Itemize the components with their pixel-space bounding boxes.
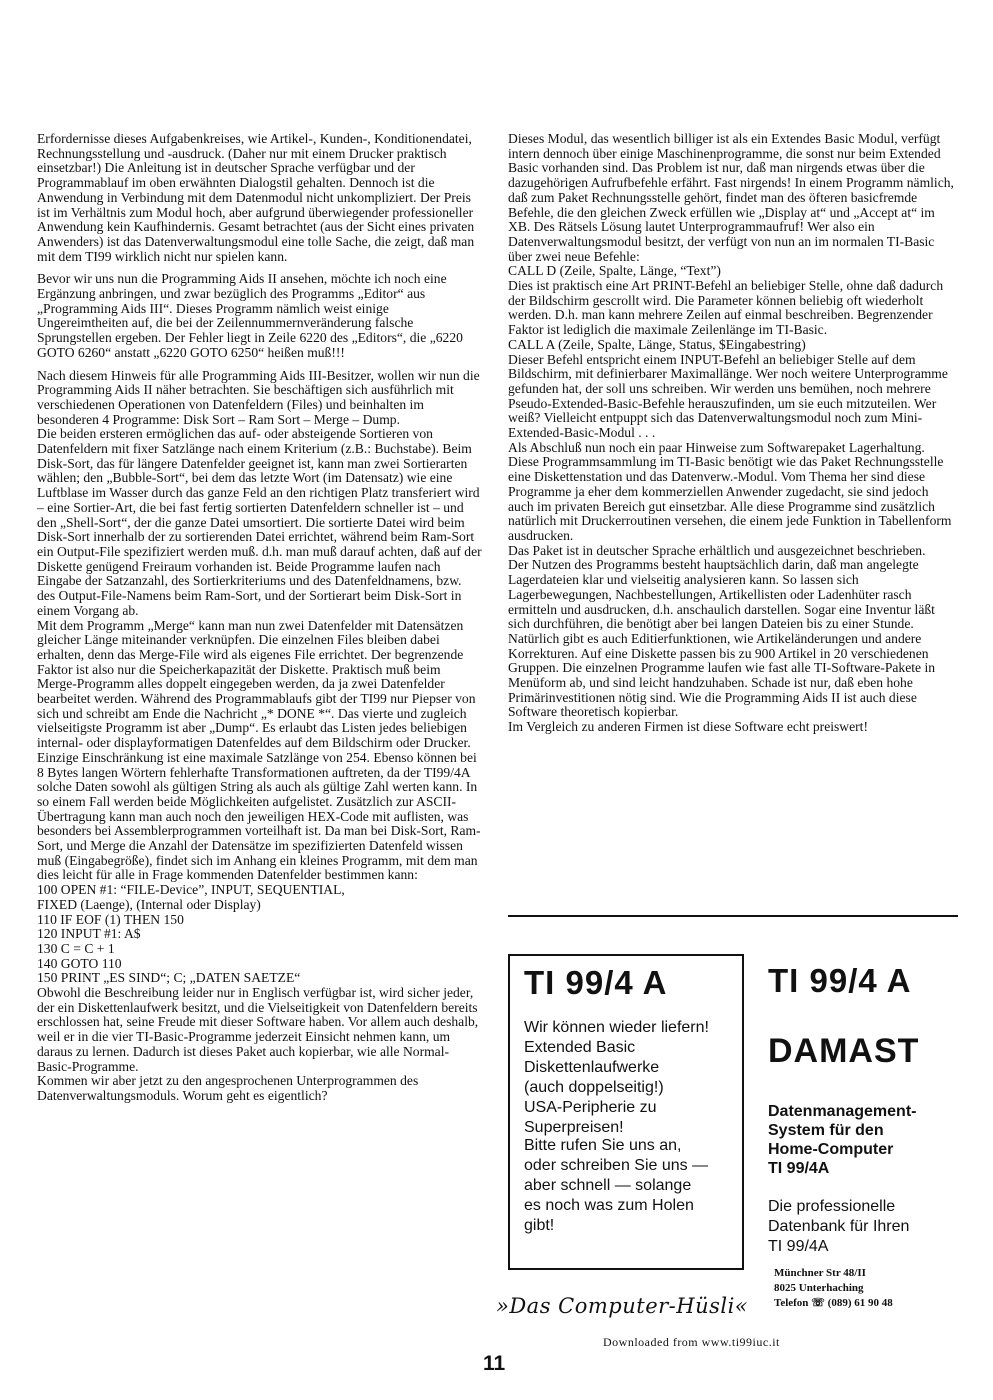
page-number: 11 <box>483 1352 506 1375</box>
right-paragraph-4: Als Abschluß nun noch ein paar Hinweise zum Softwarepaket Lagerhaltung. Diese Programmsammlung im TI-Basic benötigt wie das Paket Rechnungsstelle eine Diskettenstation und das Datenverw.-Modul. Vom Thema her sind diese Programme ja eher dem kommerziellen Anwender zugedacht, sie sind jedoch auch im privaten Bereich gut einsetzbar. Alle diese Programme sind zusätzlich natürlich mit Druckerroutinen versehen, die einem jede Funktion in Tabellenform ausdrucken. <box>508 439 952 543</box>
ad-brand-name: DAMAST <box>768 1032 920 1070</box>
advertisement-computer-huesli <box>508 954 744 1270</box>
left-paragraph-4: Die beiden ersteren ermöglichen das auf- oder absteigende Sortieren von Datenfeldern mit fixer Satzlänge nach einem Kriterium (z.B.: Buchstabe). Beim Disk-Sort, das für längere Datenfelder geeignet ist, kann man zwei Sortierarten wählen; den „Bubble-Sort“, bei dem das letzte Wort (im Datensatz) wie eine Luftblase im Wasser durch das ganze Feld an den richtigen Platz transferiert wird – eine Sortier-Art, die bei fast fertig sortierten Datenfeldern schneller ist – und den „Shell-Sort“, der die ganze Datei umsortiert. Die sortierte Datei wird beim Disk-Sort innerhalb der zu sortierenden Datei errichtet, während beim Ram-Sort ein Output-File spezifiziert werden muß. d.h. man muß darauf achten, daß auf der Diskette genügend Freiraum vorhanden ist. Beide Programme laufen nach Eingabe der Satzanzahl, des Sortierkriteriums und des Datenfeldnamens, bzw. des Output-File-Namens beim Ram-Sort, und der Sortierart beim Disk-Sort in einem Vorgang ab. <box>37 426 482 618</box>
section-divider <box>508 915 958 917</box>
address-line: Münchner Str 48/II <box>774 1267 866 1279</box>
code-line: 120 INPUT #1: A$ <box>37 926 141 942</box>
code-line: 110 IF EOF (1) THEN 150 <box>37 911 184 927</box>
left-paragraph-7: Kommen wir aber jetzt zu den angesprochenen Unterprogrammen des Datenverwaltungsmoduls. Worum geht es eigentlich? <box>37 1073 419 1103</box>
left-column <box>37 132 482 1104</box>
ad-line: aber schnell — solange <box>524 1177 692 1194</box>
right-paragraph-2: Dies ist praktisch eine Art PRINT-Befehl an beliebiger Stelle, ohne daß dadurch der Bildschirm gescrollt wird. Die Parameter können beliebig oft wiederholt werden. D.h. man kann mehrere Zeilen auf einmal beschreiben. Begrenzender Faktor ist lediglich die maximale Zeilenlänge im TI-Basic. <box>508 278 944 338</box>
ad-line: es noch was zum Holen <box>524 1197 694 1214</box>
left-paragraph-5: Mit dem Programm „Merge“ kann man nun zwei Datenfelder mit Datensätzen gleicher Länge miteinander verknüpfen. Die einzelnen Files bleiben dabei erhalten, denn das Merge-File wird als eigenes File errichtet. Der begrenzende Faktor ist also nur die Speicherkapazität der Diskette. Praktisch muß beim Merge-Programm alles doppelt eingegeben werden, da ja zwei Datenfelder bearbeitet werden. Während des Programmablaufs gibt der TI99 nur Piepser von sich und schreibt am Ende die Nachricht „* DONE *“. Das vierte und zugleich vielseitigste Programm ist aber „Dump“. Es erlaubt das Listen jedes beliebigen internal- oder displayformatigen Datenfeldes auf dem Bildschirm oder Drucker. Einzige Einschränkung ist eine maximale Satzlänge von 254. Ebenso können bei 8 Bytes langen Wörtern fehlerhafte Transformationen auftreten, da der TI99/4A solche Daten sowohl als gültigen String als auch als gültige Zahl werten kann. In so einem Fall werden beide Möglichkeiten aufgelistet. Zusätzlich zur ASCII-Übertragung kann man auch noch den jeweiligen HEX-Code mit auflisten, was besonders bei Assemblerprogrammen vorteilhaft ist. Da man bei Disk-Sort, Ram-Sort, und Merge die Anzahl der Datensätze im spezifizierten Datenfeld wissen muß (Eingabegröße), findet sich im Anhang ein kleines Programm, mit dem man dies leicht für alle in Frage kommenden Datenfelder bestimmen kann: <box>37 617 481 883</box>
right-column <box>508 132 956 735</box>
ad-line: System für den <box>768 1122 884 1139</box>
right-paragraph-3: Dieser Befehl entspricht einem INPUT-Befehl an beliebiger Stelle auf dem Bildschirm, mit definierbarer Maximallänge. Wer noch weitere Unterprogramme gefunden hat, der soll uns schreiben. Wir werden uns bemühen, noch mehrere Pseudo-Extended-Basic-Befehle herauszufinden, um sie euch mitzuteilen. Wer weiß? Vielleicht entpuppt sich das Datenverwaltungsmodul noch zum Mini-Extended-Basic-Modul . . . <box>508 351 948 441</box>
right-paragraph-6: Der Nutzen des Programms besteht hauptsächlich darin, daß man angelegte Lagerdateien klar und vielseitig analysieren kann. So lassen sich Lagerbewegungen, Nachbestellungen, Artikellisten oder Ladenhüter rasch ermitteln und ausdrucken, d.h. anschaulich darstellen. Sogar eine Inventur läßt sich durchführen, die benötigt aber bei langen Dateien bis zu einer Stunde. Natürlich gibt es auch Editierfunktionen, wie Artikeländerungen und andere Korrekturen. Auf eine Diskette passen bis zu 900 Artikel in 20 verschiedenen Gruppen. Die einzelnen Programme laufen wie fast alle TI-Software-Pakete in Menüform ab, und sind leicht handzuhaben. Schade ist nur, daß eben hohe Primärinvestitionen nötig sind. Wie die Programming Aids II ist auch diese Software theoretisch kopierbar. <box>508 557 936 720</box>
ad-title: TI 99/4 A <box>524 964 668 1001</box>
right-paragraph-1: Dieses Modul, das wesentlich billiger ist als ein Extendes Basic Modul, verfügt intern dennoch über einige Maschinenprogramme, die sonst nur beim Extended Basic vorhanden sind. Das Problem ist nur, daß man nirgends etwas über die dazugehörigen Aufrufbefehle erfährt. Fast nirgends! In einem Programm nämlich, daß zum Paket Rechnungsstelle gehört, findet man des öfteren basicfremde Befehle, die den gleichen Zweck erfüllen wie „Display at“ und „Accept at“ im XB. Des Rätsels Lösung lautet Unterprogrammaufruf! Wer also ein Datenverwaltungsmodul besitzt, der verfügt von nun an im normalen TI-Basic über zwei neue Befehle: <box>508 131 954 264</box>
ad-tagline <box>768 1197 958 1257</box>
code-line: 130 C = C + 1 <box>37 940 115 956</box>
ad-line: Datenbank für Ihren <box>768 1218 910 1235</box>
ad-line: (auch doppelseitig!) <box>524 1079 664 1096</box>
ad-contact-text <box>524 1136 740 1236</box>
address-line: Telefon ☏ (089) 61 90 48 <box>774 1297 893 1309</box>
ad-line: TI 99/4A <box>768 1238 829 1255</box>
call-d-syntax: CALL D (Zeile, Spalte, Länge, “Text”) <box>508 263 721 279</box>
left-paragraph-3: Nach diesem Hinweis für alle Programming Aids III-Besitzer, wollen wir nun die Programming Aids II näher betrachten. Sie beschäftigen sich ausführlich mit verschiedenen Operationen von Datenfeldern (Files) und beinhalten im besonderen 4 Programme: Disk Sort – Ram Sort – Merge – Dump. <box>37 367 480 427</box>
download-source-note: Downloaded from www.ti99iuc.it <box>603 1335 780 1349</box>
ad-line: Extended Basic <box>524 1039 636 1056</box>
ad-offer-text <box>524 1018 740 1138</box>
code-line: 140 GOTO 110 <box>37 955 122 971</box>
address-line: 8025 Unterhaching <box>774 1282 864 1294</box>
ad-address <box>774 1266 964 1311</box>
left-paragraph-6: Obwohl die Beschreibung leider nur in Englisch verfügbar ist, wird sicher jeder, der ein Diskettenlaufwerk besitzt, und die Vielseitigkeit von Datenfeldern bereits erschlossen hat, seine Freude mit dieser Software haben. Vor allem auch deshalb, weil er in die vier TI-Basic-Programme jederzeit Einsicht nehmen kann, um daraus zu lernen. Dadurch ist dieses Paket auch kopierbar, wie alle Normal-Basic-Programme. <box>37 985 479 1074</box>
ad-line: gibt! <box>524 1217 555 1234</box>
ad-description <box>768 1102 958 1178</box>
call-a-syntax: CALL A (Zeile, Spalte, Länge, Status, $Eingabestring) <box>508 336 806 352</box>
right-paragraph-5: Das Paket ist in deutscher Sprache erhältlich und ausgezeichnet beschrieben. <box>508 542 926 558</box>
left-paragraph-1: Erfordernisse dieses Aufgabenkreises, wie Artikel-, Kunden-, Konditionendatei, Rechnungsstellung und -ausdruck. (Daher nur mit einem Drucker praktisch einsetzbar!) Die Anleitung ist in deutscher Sprache verfügbar und der Programmablauf im oben erwähnten Dialogstil gehalten. Dennoch ist die Anwendung in Verbindung mit dem Datenmodul nicht unkompliziert. Der Preis ist im Verhältnis zum Modul hoch, aber aufgrund überwiegender professioneller Anwendung kein Kaufhindernis. Gesamt betrachtet (aus der Sicht eines privaten Anwenders) ist das Datenverwaltungsmodul eine tolle Sache, die zeigt, daß man mit dem TI99 wirklich nicht nur spielen kann. <box>37 131 475 264</box>
computer-huesli-logo: »Das Computer-Hüsli« <box>496 1294 749 1318</box>
code-line: 150 PRINT „ES SIND“; C; „DATEN SAETZE“ <box>37 970 301 986</box>
ad-line: Home-Computer <box>768 1141 894 1158</box>
advertisement-damast <box>762 954 962 1309</box>
ad-line: Datenmanagement- <box>768 1103 917 1120</box>
right-paragraph-7: Im Vergleich zu anderen Firmen ist diese Software echt preiswert! <box>508 719 868 735</box>
ad-line: TI 99/4A <box>768 1160 830 1177</box>
ad-title: TI 99/4 A <box>768 962 912 999</box>
ad-line: Bitte rufen Sie uns an, <box>524 1137 682 1154</box>
ad-line: oder schreiben Sie uns — <box>524 1157 709 1174</box>
left-paragraph-2: Bevor wir uns nun die Programming Aids II ansehen, möchte ich noch eine Ergänzung anbringen, und zwar bezüglich des Programms „Editor“ aus „Programming Aids III“. Dieses Programm nämlich weist einige Ungereimtheiten auf, die bei der Zeilennummernveränderung falsche Sprungstellen ergeben. Der Fehler liegt in Zeile 6220 des „Editors“, die „6220 GOTO 6260“ anstatt „6220 GOTO 6250“ heißen muß!!! <box>37 271 463 360</box>
code-line: 100 OPEN #1: “FILE-Device”, INPUT, SEQUENTIAL, <box>37 882 345 898</box>
basic-code-listing <box>37 883 482 986</box>
code-line: FIXED (Laenge), (Internal oder Display) <box>37 896 261 912</box>
ad-line: Superpreisen! <box>524 1119 624 1136</box>
ad-line: Wir können wieder liefern! <box>524 1019 709 1036</box>
ad-line: USA-Peripherie zu <box>524 1099 657 1116</box>
ad-line: Diskettenlaufwerke <box>524 1059 660 1076</box>
ad-line: Die professionelle <box>768 1198 896 1215</box>
